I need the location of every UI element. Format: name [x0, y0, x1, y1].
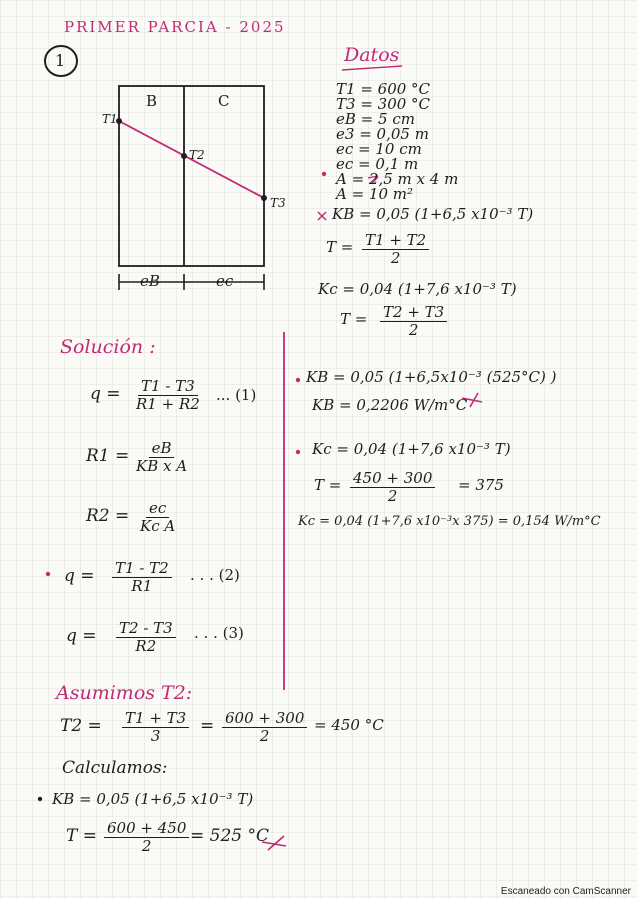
t2-result: = 450 °C [314, 716, 384, 734]
fraction-numerator: T2 - T3 [116, 620, 176, 638]
t3-label: T3 [270, 196, 286, 210]
datos-line: ec = 0,1 m [336, 155, 419, 173]
wall-diagram [119, 86, 264, 266]
t-label: T = [314, 476, 342, 494]
solucion-heading: Solución : [60, 336, 156, 358]
r1-label: R1 = [86, 446, 130, 466]
t2-fraction-2 [222, 710, 307, 746]
layer-c-label: C [218, 92, 230, 110]
t2-point [181, 153, 187, 159]
datos-line: T1 = 600 °C [336, 80, 431, 98]
t-fraction [104, 820, 189, 856]
r2-fraction [140, 500, 175, 536]
t-label: T = [340, 310, 368, 328]
equals-sign: = [200, 716, 215, 736]
fraction-numerator: T1 - T3 [138, 378, 198, 396]
fraction-denominator: 2 [408, 321, 419, 340]
datos-line: A = 10 m² [336, 185, 414, 203]
t2-fraction [122, 710, 189, 746]
page-title: PRIMER PARCIA - 2025 [64, 18, 286, 36]
eq3-tag: . . . (3) [194, 624, 244, 642]
eb-label: eB [140, 272, 160, 290]
layer-b-label: B [146, 92, 158, 110]
fraction-denominator: 2 [387, 487, 398, 506]
t-label: T = [326, 238, 354, 256]
fraction-denominator: KB x A [136, 457, 188, 476]
kc-result: Kc = 0,04 (1+7,6 x10⁻³x 375) = 0,154 W/m°C [298, 514, 601, 529]
datos-line: e3 = 0,05 m [336, 125, 429, 143]
fraction-denominator: R1 [131, 577, 153, 596]
camscanner-footer: Escaneado con CamScanner [500, 886, 631, 897]
kb-formula: KB = 0,05 (1+6,5 x10⁻³ T) [332, 205, 534, 223]
t-fraction [350, 470, 435, 506]
fraction-denominator: 3 [150, 727, 161, 746]
fraction-numerator: 600 + 300 [222, 710, 307, 728]
fraction-denominator: R1 + R2 [136, 395, 200, 414]
q-label: q = [90, 384, 121, 404]
t2-label: T2 [189, 148, 205, 162]
problem-number: 1 [55, 51, 66, 70]
fraction-numerator: T2 + T3 [380, 304, 447, 322]
eq1-fraction [136, 378, 200, 414]
r1-fraction [136, 440, 187, 476]
calculamos-heading: Calculamos: [62, 758, 168, 778]
fraction-denominator: 2 [259, 727, 270, 746]
t-label: T = [66, 826, 97, 846]
fraction-denominator: Kc A [140, 517, 176, 536]
t-result: = 525 °C [190, 826, 270, 846]
kc-formula-2: Kc = 0,04 (1+7,6 x10⁻³ T) [312, 440, 511, 458]
kb-calc: KB = 0,05 (1+6,5x10⁻³ (525°C) ) [306, 368, 557, 386]
fraction-denominator: R2 [135, 637, 157, 656]
datos-heading: Datos [344, 44, 400, 66]
eq2-label: q = [64, 566, 95, 586]
t-result: = 375 [458, 476, 504, 494]
fraction-numerator: T1 + T2 [362, 232, 429, 250]
ec-label: ec [216, 272, 234, 290]
eq2-tag: . . . (2) [190, 566, 240, 584]
datos-line: ec = 10 cm [336, 140, 422, 158]
kb-result: KB = 0,2206 W/m°C [312, 396, 468, 414]
kc-formula: Kc = 0,04 (1+7,6 x10⁻³ T) [318, 280, 517, 298]
t1-label: T1 [102, 112, 118, 126]
eq2-fraction [112, 560, 172, 596]
kb-formula-3: KB = 0,05 (1+6,5 x10⁻³ T) [52, 790, 254, 808]
asumimos-heading: Asumimos T2: [56, 682, 193, 704]
r2-label: R2 = [86, 506, 130, 526]
fraction-numerator: eB [149, 440, 175, 458]
t2-label: T2 = [60, 716, 102, 736]
fraction-numerator: ec [146, 500, 169, 518]
t-fraction [380, 304, 447, 340]
fraction-numerator: 450 + 300 [350, 470, 435, 488]
fraction-numerator: T1 + T3 [122, 710, 189, 728]
eq3-label: q = [66, 626, 97, 646]
fraction-denominator: 2 [390, 249, 401, 268]
eq1-tag: ... (1) [216, 386, 257, 404]
datos-line: A = 2,5 m x 4 m [336, 170, 459, 188]
eq3-fraction [116, 620, 176, 656]
t-fraction [362, 232, 429, 268]
fraction-denominator: 2 [141, 837, 152, 856]
datos-line: eB = 5 cm [336, 110, 415, 128]
t3-point [261, 195, 267, 201]
fraction-numerator: 600 + 450 [104, 820, 189, 838]
fraction-numerator: T1 - T2 [112, 560, 172, 578]
datos-line: T3 = 300 °C [336, 95, 431, 113]
